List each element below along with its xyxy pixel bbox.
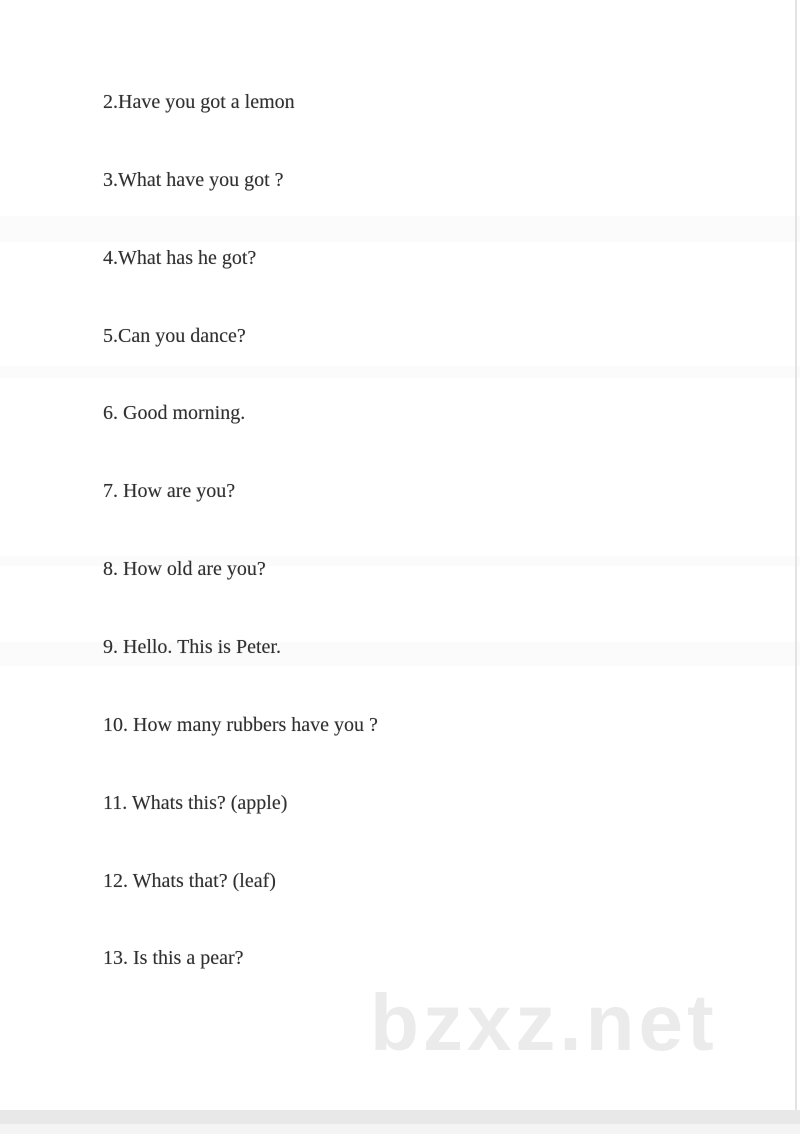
bottom-gray-strip [0, 1110, 800, 1124]
question-line: 8. How old are you? [103, 558, 266, 581]
question-line: 12. Whats that? (leaf) [103, 869, 276, 892]
watermark-text: bzxz.net [370, 978, 718, 1067]
question-line: 7. How are you? [103, 480, 236, 503]
question-line: 4.What has he got? [103, 246, 257, 269]
scan-artifact-band [0, 216, 800, 242]
question-line: 9. Hello. This is Peter. [103, 635, 281, 658]
question-line: 5.Can you dance? [103, 324, 246, 347]
scan-artifact-band [0, 366, 800, 378]
question-line: 13. Is this a pear? [103, 947, 244, 970]
question-line: 2.Have you got a lemon [103, 91, 295, 113]
question-line: 6. Good morning. [103, 402, 246, 425]
question-line: 3.What have you got ? [103, 168, 284, 191]
question-line: 11. Whats this? (apple) [103, 791, 288, 814]
question-line: 10. How many rubbers have you ? [103, 713, 378, 736]
bottom-light-strip [0, 1124, 800, 1134]
page-edge-line [795, 0, 797, 1134]
